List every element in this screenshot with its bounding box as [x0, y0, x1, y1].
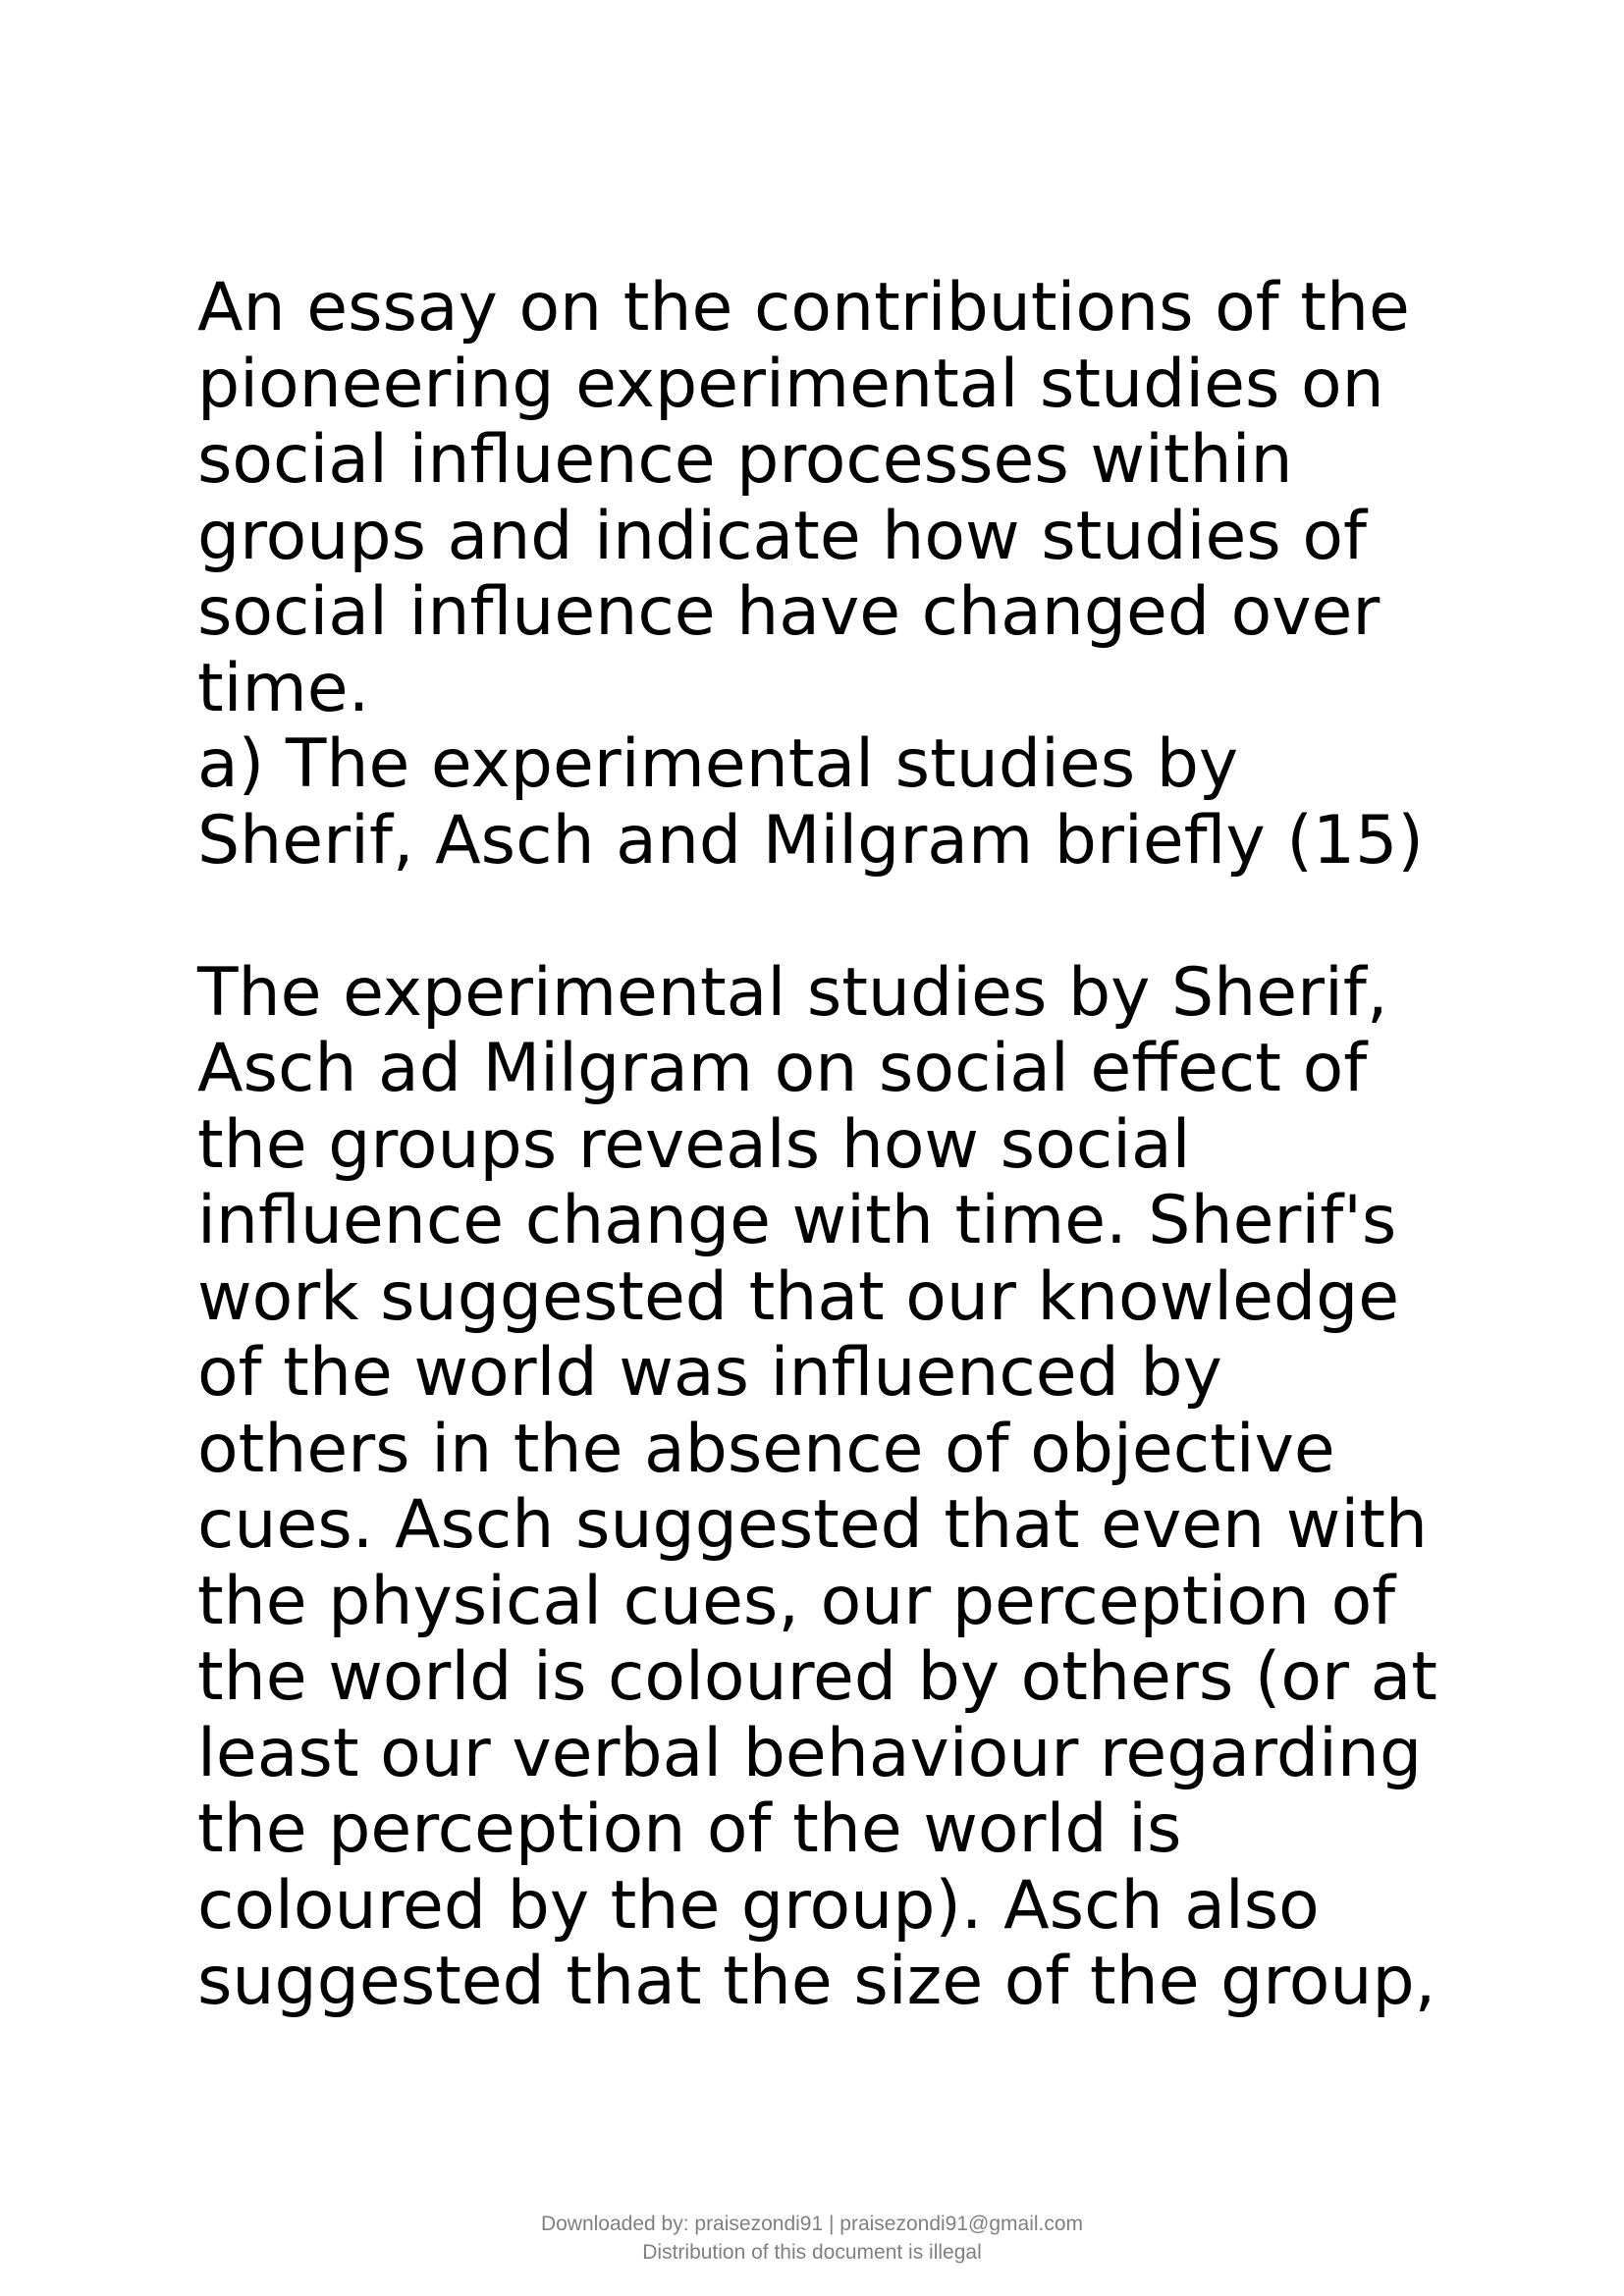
body-line: The experimental studies by Sherif, [197, 953, 1388, 1032]
paragraph-spacer [197, 879, 1437, 955]
body-line: the perception of the world is [197, 1790, 1182, 1868]
body-line: suggested that the size of the group, [197, 1943, 1436, 2020]
body-line: coloured by the group). Asch also [197, 1866, 1320, 1945]
body-line: of the world was influenced by [197, 1334, 1222, 1412]
subquestion-line: Sherif, Asch and Milgram briefly (15) [197, 801, 1424, 880]
body-line: the groups reveals how social [197, 1105, 1191, 1184]
essay-question [197, 270, 1437, 726]
body-line: cues. Asch suggested that even with [197, 1486, 1429, 1564]
body-line: influence change with time. Sherif's [197, 1182, 1397, 1259]
body-line: Asch ad Milgram on social effect of [197, 1030, 1368, 1107]
body-line: the world is coloured by others (or at [197, 1638, 1437, 1716]
answer-paragraph [197, 955, 1437, 2020]
body-line: the physical cues, our perception of [197, 1562, 1396, 1640]
question-line: social influence processes within [197, 421, 1293, 499]
question-line: An essay on the contributions of the [197, 269, 1410, 347]
question-line: time. [197, 649, 370, 727]
body-line: work suggested that our knowledge [197, 1257, 1400, 1336]
question-line: groups and indicate how studies of [197, 497, 1367, 575]
sub-question [197, 726, 1437, 879]
question-line: social influence have changed over [197, 573, 1380, 651]
subquestion-line: a) The experimental studies by [197, 725, 1239, 803]
body-line: least our verbal behaviour regarding [197, 1714, 1423, 1792]
question-line: pioneering experimental studies on [197, 345, 1384, 423]
document-content [197, 270, 1437, 2020]
body-line: others in the absence of objective [197, 1410, 1335, 1488]
distribution-notice: Distribution of this document is illegal [642, 2241, 982, 2264]
download-attribution: Downloaded by: praisezondi91 | praisezondi91@gmail.com [540, 2213, 1084, 2235]
